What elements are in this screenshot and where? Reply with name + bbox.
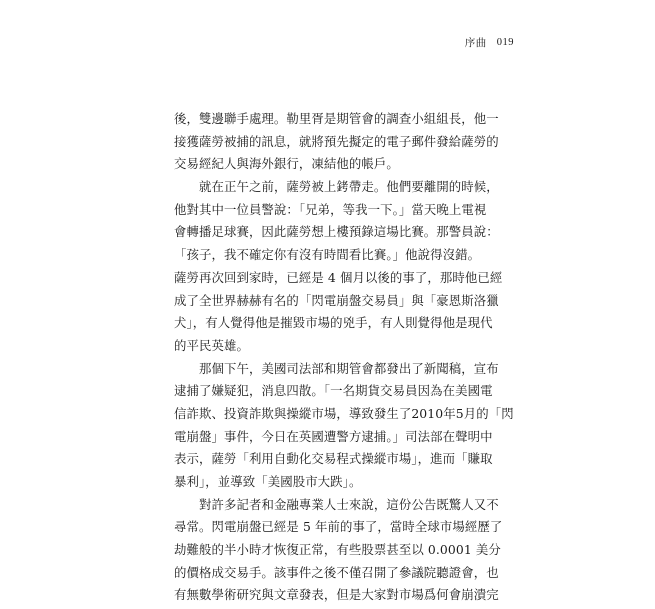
text-line: 電崩盤」事件，今日在英國遭警方逮捕。」司法部在聲明中: [174, 428, 493, 444]
text-line: 犬」，有人覺得他是摧毀市場的兇手，有人則覺得他是現代: [174, 315, 493, 331]
body-text: [174, 108, 514, 607]
text-line: 後，雙邊聯手處理。勒里胥是期管會的調查小組組長，他一: [174, 111, 499, 126]
text-line: 表示，薩勞「利用自動化交易程式操縱市場」，進而「賺取: [174, 451, 493, 467]
text-line: 的價格成交易手。該事件之後不僅召開了參議院聽證會，也: [174, 564, 499, 580]
text-line: 成了全世界赫赫有名的「閃電崩盤交易員」與「豪恩斯洛獵: [174, 292, 499, 308]
text-line: 薩勞再次回到家時，已經是 4 個月以後的事了，那時他已經: [174, 269, 503, 285]
paragraph-first-line: 就在正午之前，薩勞被上銬帶走。他們要離開的時候，: [199, 179, 499, 195]
text-line: 接獲薩勞被捕的訊息，就將預先擬定的電子郵件發給薩勞的: [174, 133, 499, 149]
running-head: [465, 37, 514, 49]
text-line: 有無數學術研究與文章發表，但是大家對市場爲何會崩潰完: [174, 587, 499, 603]
text-line: 暴利」，並導致「美國股市大跌」。: [174, 474, 362, 489]
text-line: 逮捕了嫌疑犯，消息四散。「一名期貨交易員因為在美國電: [174, 383, 493, 399]
text-line: 他對其中一位員警說：「兄弟，等我一下。」當天晚上電視: [174, 201, 487, 217]
text-line: 劫難般的半小時才恢復正常，有些股票甚至以 0.0001 美分: [174, 542, 501, 558]
paragraph-first-line: 對許多記者和金融專業人士來說，這份公告既驚人又不: [199, 496, 499, 512]
page-number: 019: [496, 37, 514, 48]
chapter-title: 序曲: [464, 37, 487, 49]
text-line: 信詐欺、投資詐欺與操縱市場，導致發生了2010年5月的「閃: [174, 405, 514, 421]
text-line: 的平民英雄。: [174, 337, 249, 353]
paragraph-first-line: 那個下午，美國司法部和期管會都發出了新聞稿，宣布: [199, 360, 499, 376]
text-line: 尋常。閃電崩盤已經是 5 年前的事了，當時全球市場經歷了: [174, 519, 503, 535]
text-line: 交易經紀人與海外銀行，凍結他的帳戶。: [174, 156, 399, 172]
text-line: 「孩子，我不確定你有沒有時間看比賽。」他說得沒錯。: [174, 247, 481, 263]
text-line: 會轉播足球賽，因此薩勞想上樓預錄這場比賽。那警員說：: [174, 224, 499, 240]
